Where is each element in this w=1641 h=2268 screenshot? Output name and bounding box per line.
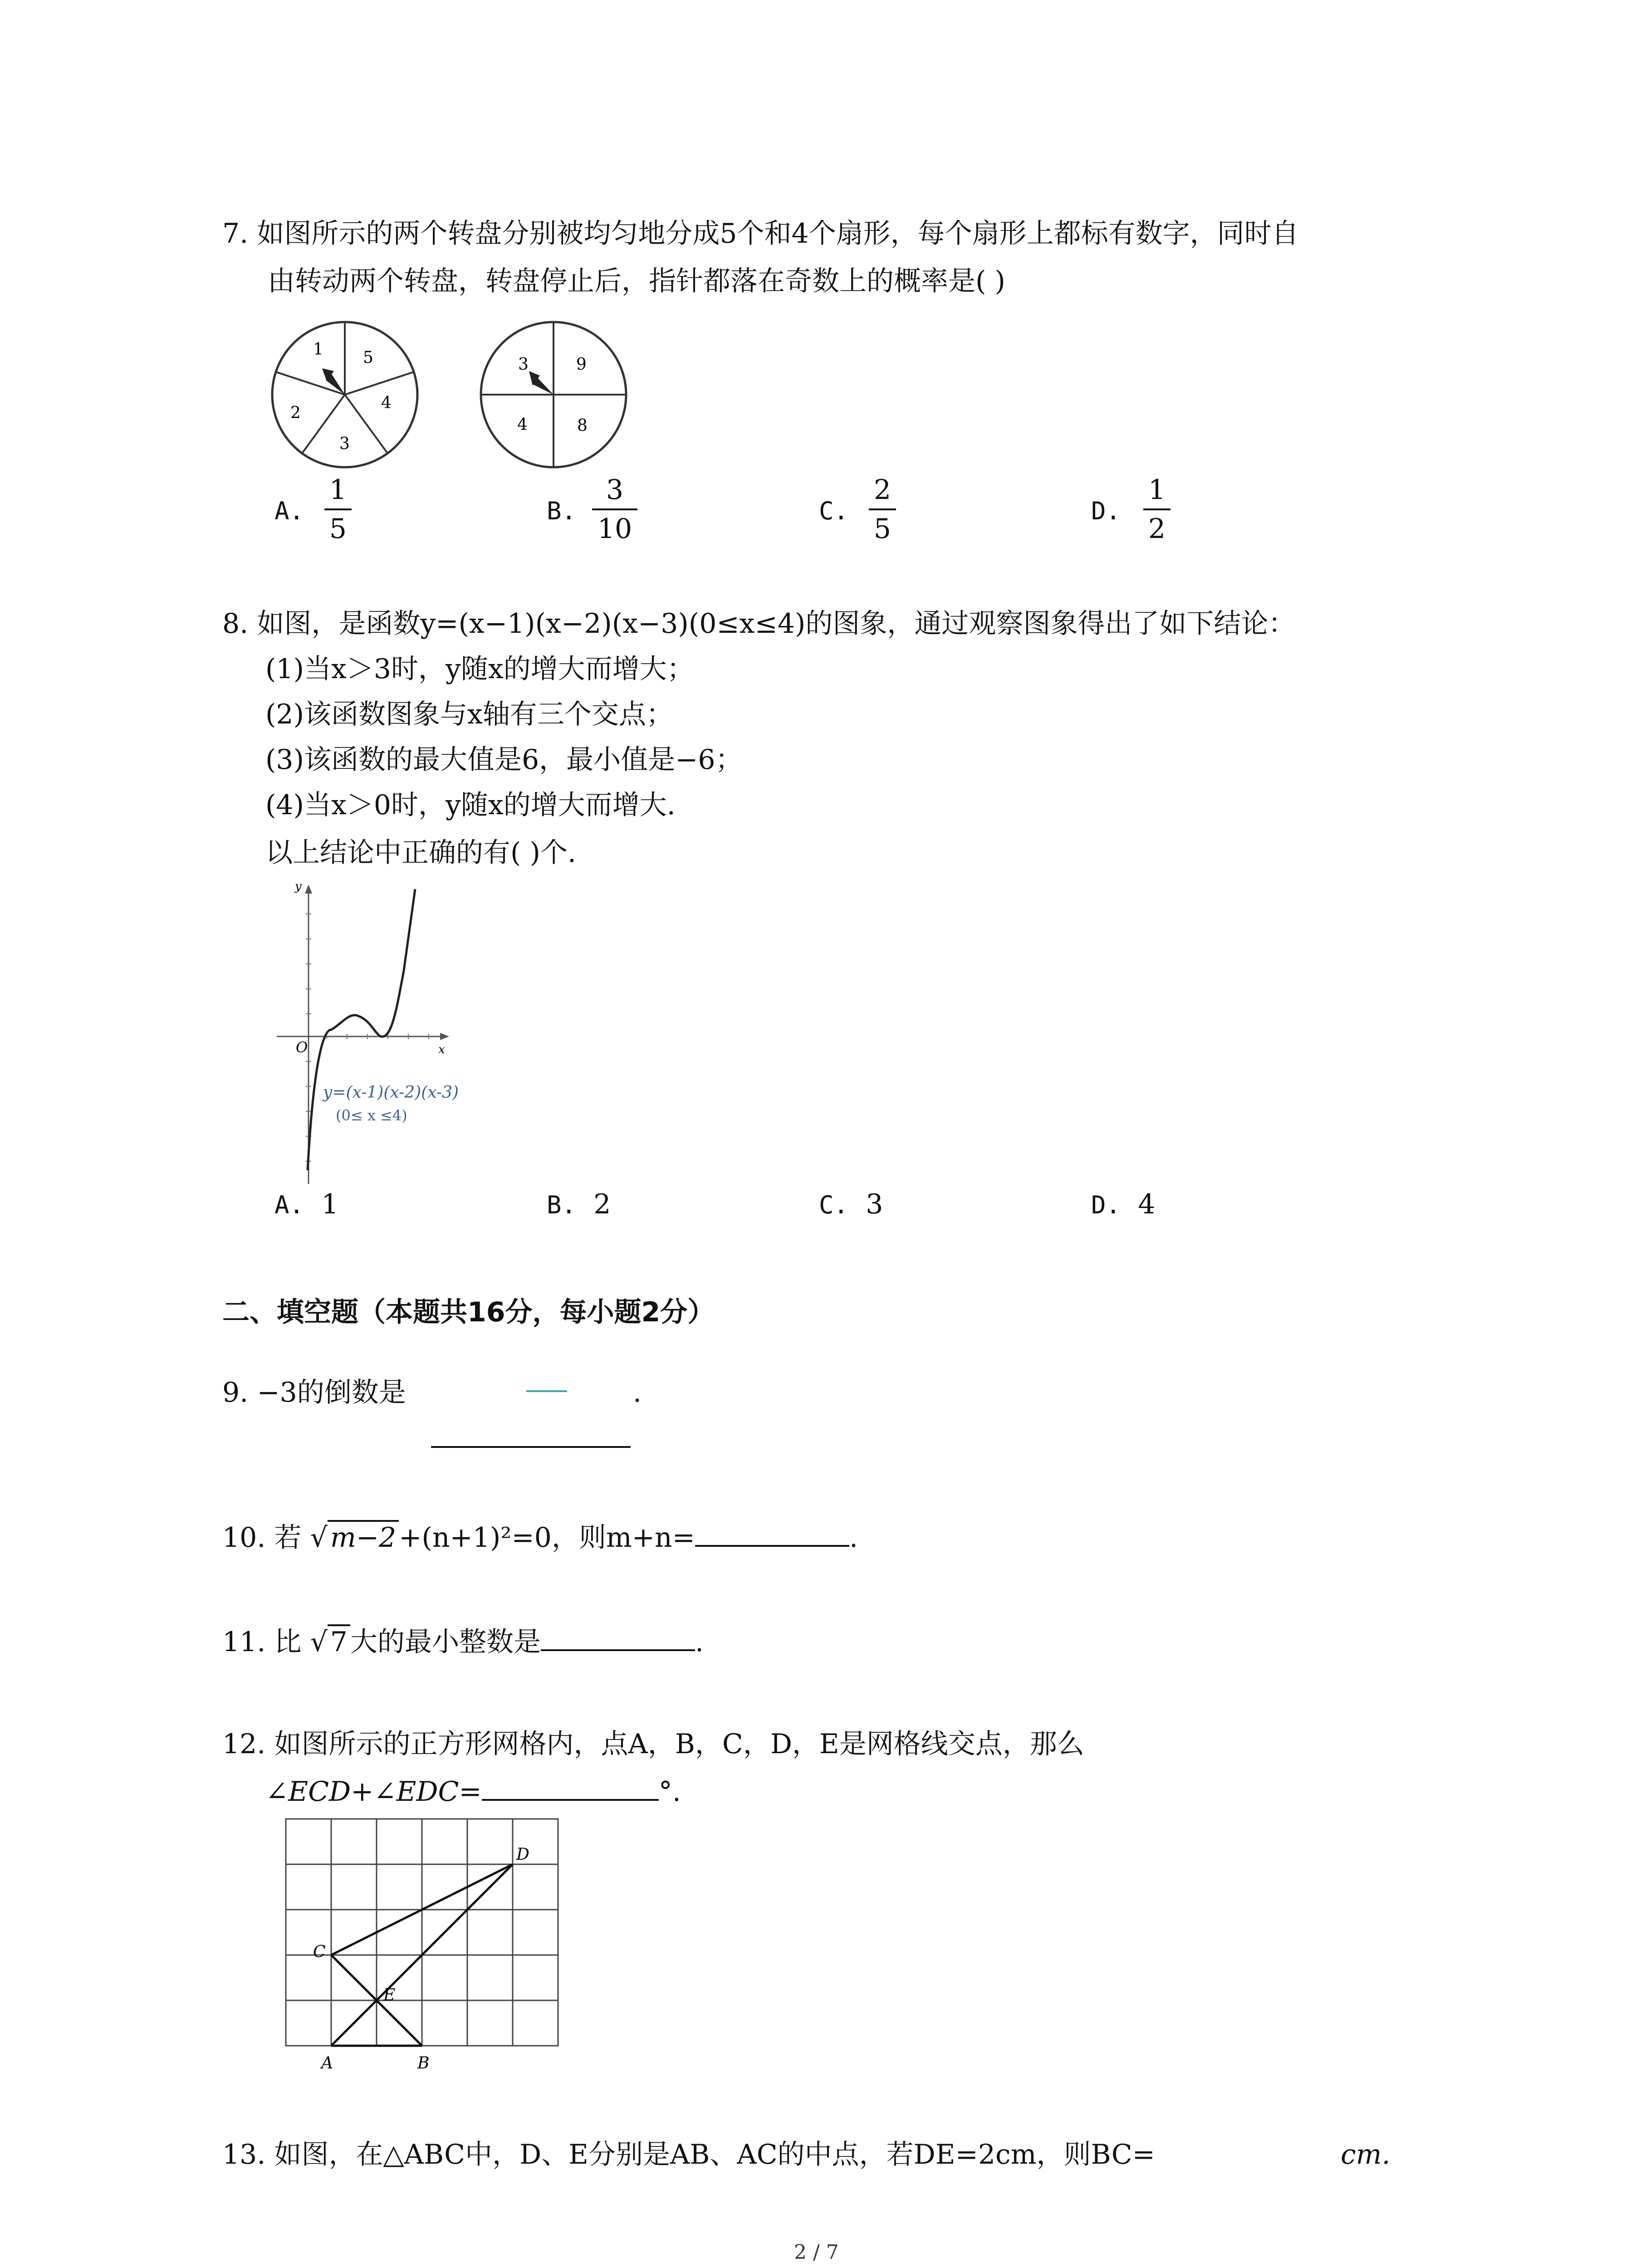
- q8-option-a: A. 1: [274, 1188, 339, 1220]
- q8-summary: 以上结论中正确的有( )个.: [265, 837, 576, 869]
- q8-option-c: C. 3: [819, 1188, 883, 1220]
- q12-degree: °.: [658, 1776, 681, 1808]
- q12-line2: [265, 1769, 681, 1814]
- q11-line: [222, 1619, 704, 1665]
- graph-origin-label: O: [296, 1039, 308, 1056]
- q11-blank[interactable]: [541, 1622, 695, 1651]
- q8-conclusion-4: (4)当x＞0时，y随x的增大而增大.: [265, 789, 676, 821]
- q10-line: [222, 1515, 858, 1560]
- spinner1-label-5: 5: [363, 348, 373, 367]
- q10-period: .: [849, 1522, 858, 1554]
- q7-option-d-fraction: 1 2: [1143, 474, 1171, 545]
- q7-line1: 7. 如图所示的两个转盘分别被均匀地分成5个和4个扇形，每个扇形上都标有数字，同时自: [222, 218, 1299, 249]
- q8-conclusion-3: (3)该函数的最大值是6，最小值是−6；: [265, 744, 743, 776]
- q13-unit: cm.: [1341, 2139, 1391, 2170]
- q10-prefix: 10. 若: [222, 1522, 302, 1554]
- spinner-2: [481, 322, 626, 467]
- point-d-label: D: [516, 1845, 529, 1864]
- spinner2-label-9: 9: [576, 355, 587, 374]
- q7-line2: 由转动两个转盘，转盘停止后，指针都落在奇数上的概率是( ): [268, 265, 1005, 297]
- q7-option-c-label: C.: [819, 497, 849, 525]
- q10-sqrt: √ m−2: [310, 1515, 399, 1560]
- spinner2-label-3: 3: [518, 355, 529, 374]
- q12-grid-figure: [281, 1814, 572, 2077]
- q10-rest: +(n+1)²=0，则m+n=: [399, 1522, 695, 1554]
- q7-option-a-fraction: 1 5: [324, 474, 352, 545]
- q11-prefix: 11. 比: [222, 1626, 302, 1658]
- q9-period: .: [633, 1377, 642, 1408]
- graph-domain-label: (0≤ x ≤4): [336, 1107, 407, 1124]
- spinner1-label-3: 3: [339, 435, 350, 453]
- q11-sqrt: √ 7: [310, 1619, 350, 1665]
- q8-option-d: D. 4: [1091, 1188, 1156, 1220]
- q12-blank[interactable]: [482, 1772, 659, 1801]
- q7-option-a-label: A.: [274, 497, 304, 525]
- page-number: 2 / 7: [794, 2241, 839, 2264]
- q13-text: 13. 如图，在△ABC中，D、E分别是AB、AC的中点，若DE=2cm，则BC=: [222, 2139, 1155, 2170]
- spinner2-label-8: 8: [577, 416, 588, 435]
- q9-blank[interactable]: [431, 1446, 631, 1448]
- q7-option-b-label: B.: [547, 497, 577, 525]
- spinner1-label-4: 4: [381, 394, 392, 412]
- q8-function-graph: [268, 880, 504, 1188]
- graph-function-label: y=(x-1)(x-2)(x-3): [323, 1083, 459, 1102]
- graph-axis-x-label: x: [438, 1043, 445, 1056]
- point-e-label: E: [383, 1986, 396, 2004]
- q7-option-b-fraction: 3 10: [592, 474, 637, 545]
- q12-angle-expression: ∠ECD+∠EDC=: [265, 1776, 482, 1808]
- spinner-1: [272, 322, 417, 467]
- q7-option-c-fraction: 2 5: [869, 474, 896, 545]
- q7-option-d-label: D.: [1091, 497, 1121, 525]
- spinner2-label-4: 4: [517, 415, 528, 434]
- spinner1-label-2: 2: [290, 404, 301, 422]
- point-a-label: A: [321, 2054, 333, 2072]
- q10-radicand: m−2: [328, 1520, 399, 1554]
- q8-option-b: B. 2: [547, 1188, 611, 1220]
- q7-spinners-figure: [263, 318, 717, 481]
- q8-line1: 8. 如图，是函数y=(x−1)(x−2)(x−3)(0≤x≤4)的图象，通过观察图象得出了如下结论：: [222, 608, 1296, 640]
- point-b-label: B: [417, 2054, 430, 2072]
- q11-radicand: 7: [328, 1624, 350, 1658]
- q8-conclusion-2: (2)该函数图象与x轴有三个交点；: [265, 699, 673, 730]
- graph-axis-y-label: y: [295, 880, 302, 893]
- q11-rest: 大的最小整数是: [350, 1626, 541, 1658]
- q9-text: 9. −3的倒数是: [222, 1377, 406, 1408]
- q12-line1: 12. 如图所示的正方形网格内，点A，B，C，D，E是网格线交点，那么: [222, 1728, 1084, 1760]
- q10-blank[interactable]: [695, 1518, 849, 1547]
- q9-answer-mark: [526, 1390, 567, 1392]
- section-2-heading: 二、填空题（本题共16分，每小题2分）: [222, 1296, 715, 1328]
- q8-conclusion-1: (1)当x＞3时，y随x的增大而增大；: [265, 653, 694, 685]
- spinner1-label-1: 1: [313, 340, 323, 359]
- point-c-label: C: [313, 1943, 326, 1961]
- q11-period: .: [695, 1626, 704, 1658]
